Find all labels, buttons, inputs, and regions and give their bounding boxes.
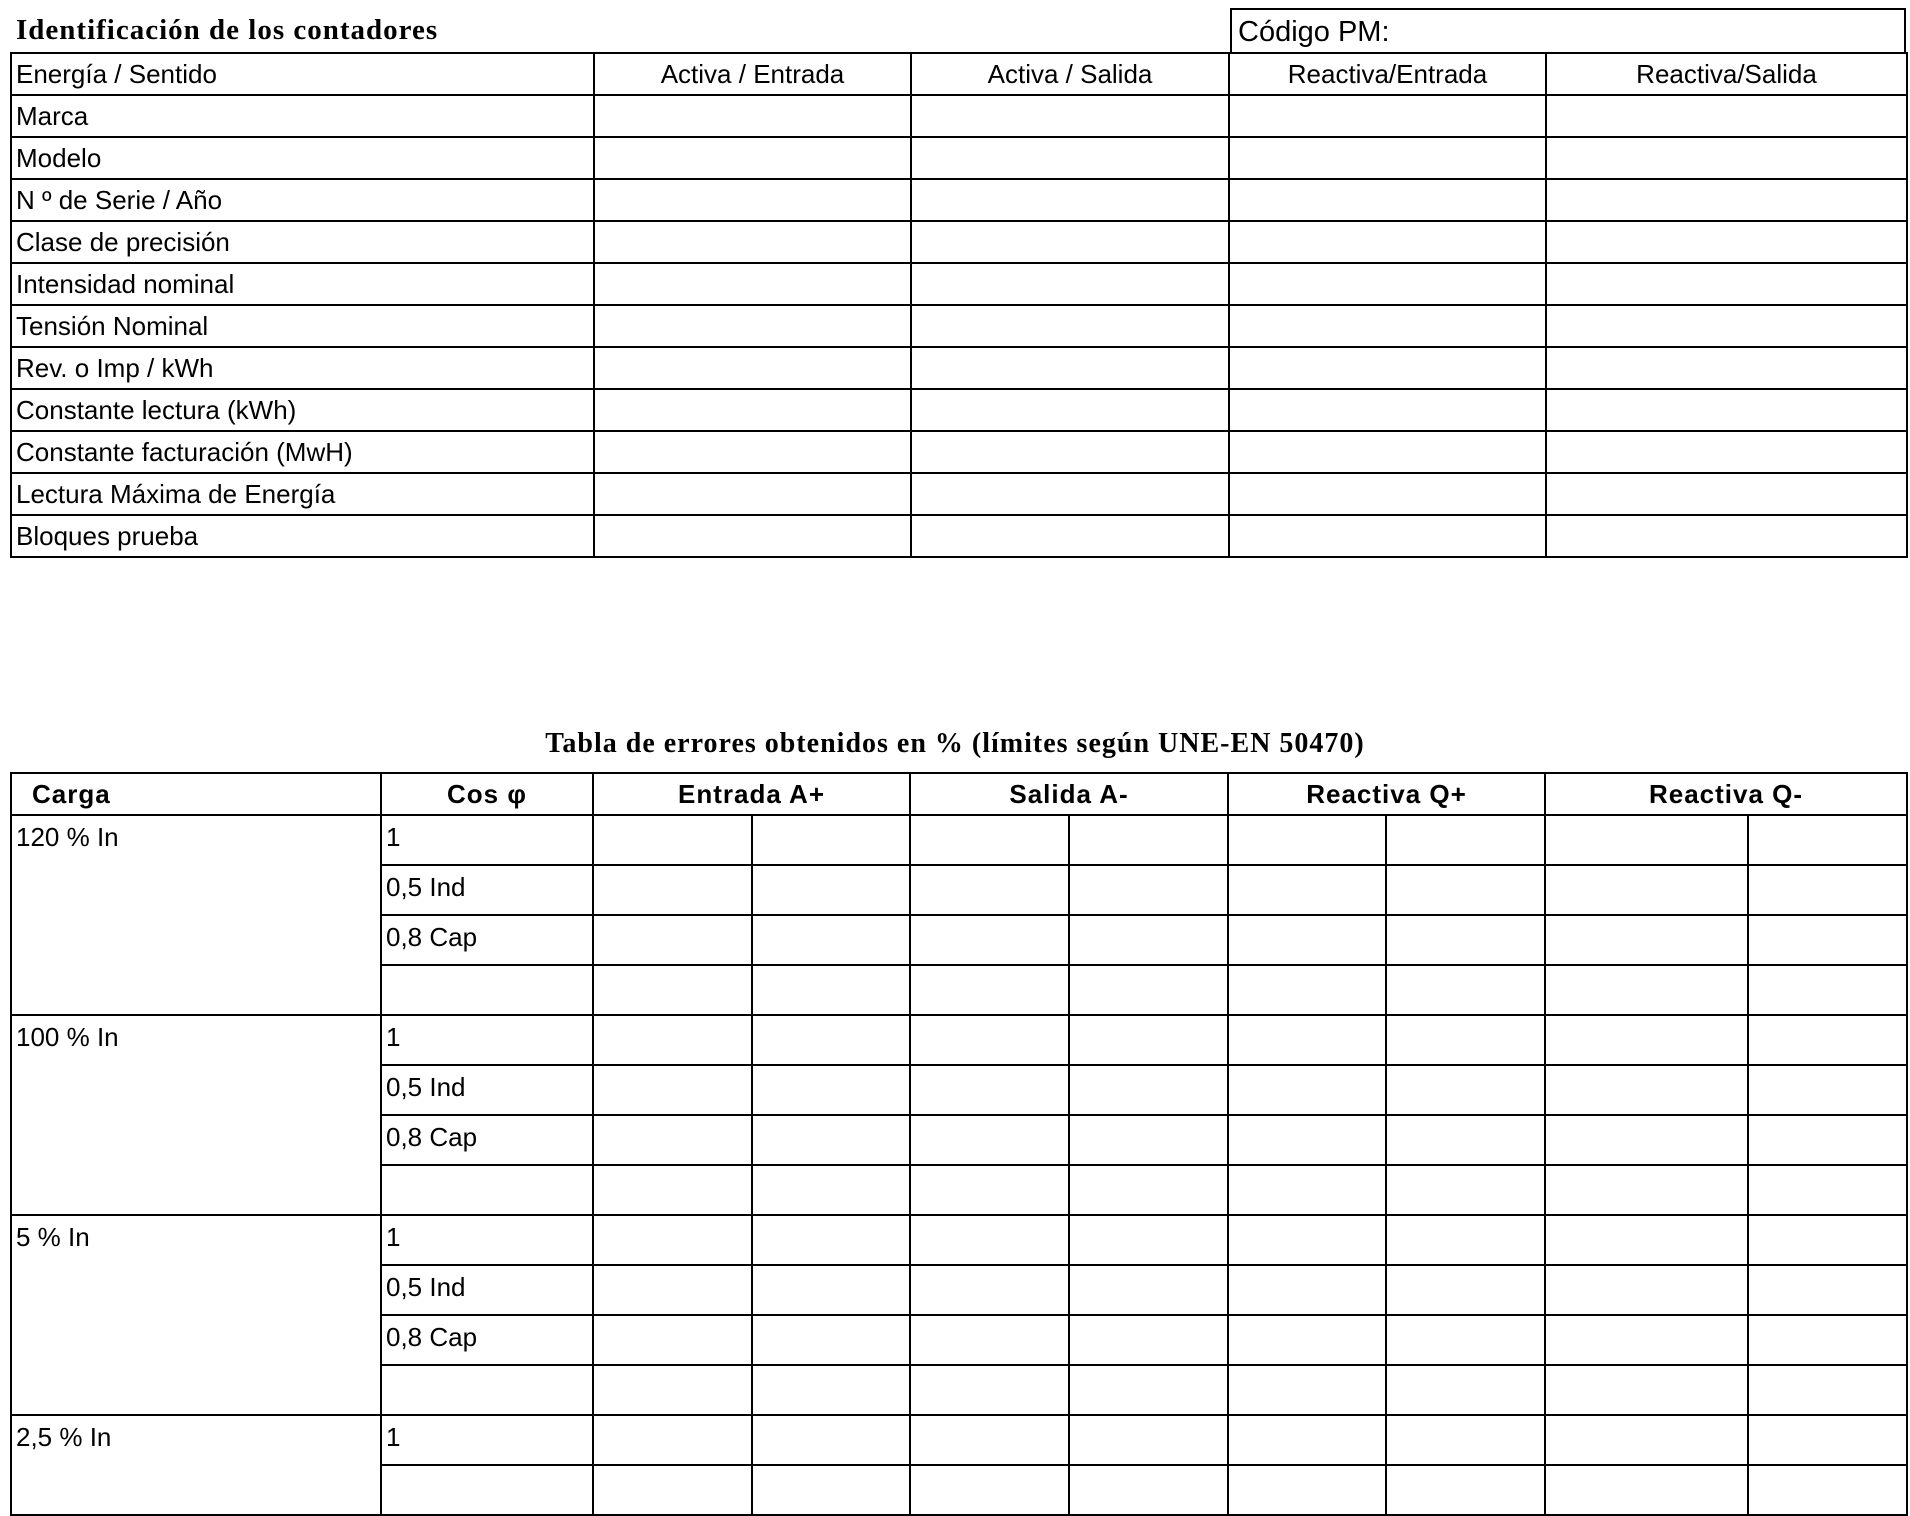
identification-value-cell[interactable] [1229,473,1546,515]
identification-value-cell[interactable] [594,305,911,347]
identification-value-cell[interactable] [1546,137,1907,179]
error-value-cell[interactable] [1386,865,1545,915]
error-value-cell[interactable] [910,1315,1069,1365]
identification-row [11,347,1907,389]
pm-code-label: Código PM: [1238,16,1390,48]
error-value-cell[interactable] [1069,1315,1228,1365]
identification-header-row [11,53,1907,95]
error-value-cell[interactable] [910,1415,1069,1465]
error-value-cell[interactable] [1386,965,1545,1015]
error-value-cell[interactable] [1545,1415,1748,1465]
error-value-cell[interactable] [1545,815,1748,865]
cos-phi-value: 1 [381,815,593,865]
error-value-cell[interactable] [1748,1365,1907,1415]
error-value-cell[interactable] [1748,1215,1907,1265]
error-column-header: Reactiva Q+ [1228,773,1545,815]
identification-row-label: N º de Serie / Año [11,179,594,221]
identification-value-cell[interactable] [911,515,1229,557]
error-value-cell[interactable] [1386,1015,1545,1065]
identification-value-cell[interactable] [594,263,911,305]
error-value-cell[interactable] [1748,1465,1907,1515]
error-value-cell[interactable] [1228,1215,1386,1265]
error-value-cell[interactable] [593,815,752,865]
errors-row [11,1415,1907,1465]
error-value-cell[interactable] [752,965,910,1015]
identification-value-cell[interactable] [1546,347,1907,389]
error-value-cell[interactable] [593,1415,752,1465]
identification-value-cell[interactable] [1229,263,1546,305]
meter-column-header: Reactiva/Salida [1546,53,1907,95]
error-column-header: Reactiva Q- [1545,773,1907,815]
cos-phi-header: Cos φ [381,773,593,815]
error-value-cell[interactable] [1228,1315,1386,1365]
error-value-cell[interactable] [1545,1165,1748,1215]
error-value-cell[interactable] [1545,1065,1748,1115]
cos-phi-value [381,1465,593,1515]
identification-row [11,137,1907,179]
identification-row-label: Clase de precisión [11,221,594,263]
error-value-cell[interactable] [910,1215,1069,1265]
error-value-cell[interactable] [910,1365,1069,1415]
identification-value-cell[interactable] [1229,515,1546,557]
error-value-cell[interactable] [593,1065,752,1115]
error-column-header: Salida A- [910,773,1228,815]
error-value-cell[interactable] [1545,965,1748,1015]
errors-row [11,1015,1907,1065]
error-value-cell[interactable] [1228,965,1386,1015]
error-value-cell[interactable] [1748,1015,1907,1065]
identification-row-label: Constante lectura (kWh) [11,389,594,431]
error-value-cell[interactable] [593,1115,752,1165]
error-value-cell[interactable] [752,1465,910,1515]
error-value-cell[interactable] [1069,1015,1228,1065]
error-value-cell[interactable] [1748,915,1907,965]
error-value-cell[interactable] [1069,915,1228,965]
error-value-cell[interactable] [1386,915,1545,965]
identification-value-cell[interactable] [1546,263,1907,305]
error-value-cell[interactable] [1228,1465,1386,1515]
pm-code-field[interactable] [1230,8,1906,54]
error-value-cell[interactable] [1748,1065,1907,1115]
error-value-cell[interactable] [752,815,910,865]
identification-value-cell[interactable] [911,389,1229,431]
identification-value-cell[interactable] [594,95,911,137]
identification-row-label: Marca [11,95,594,137]
identification-value-cell[interactable] [1546,179,1907,221]
identification-row-label: Bloques prueba [11,515,594,557]
identification-value-cell[interactable] [594,515,911,557]
error-value-cell[interactable] [752,1015,910,1065]
error-value-cell[interactable] [1748,965,1907,1015]
errors-row [11,1215,1907,1265]
error-value-cell[interactable] [1386,1265,1545,1315]
error-value-cell[interactable] [752,1365,910,1415]
error-value-cell[interactable] [1228,1415,1386,1465]
load-label: 120 % In [11,815,381,1015]
error-value-cell[interactable] [1069,1415,1228,1465]
cos-phi-value: 0,8 Cap [381,1115,593,1165]
energy-direction-header: Energía / Sentido [11,53,594,95]
errors-header-row [11,773,1907,815]
error-value-cell[interactable] [1748,1265,1907,1315]
error-value-cell[interactable] [1386,815,1545,865]
meter-column-header: Reactiva/Entrada [1229,53,1546,95]
error-value-cell[interactable] [1228,915,1386,965]
error-value-cell[interactable] [1386,1115,1545,1165]
errors-table [10,772,1908,1516]
error-value-cell[interactable] [593,915,752,965]
error-value-cell[interactable] [910,1465,1069,1515]
error-value-cell[interactable] [910,1165,1069,1215]
identification-value-cell[interactable] [911,137,1229,179]
error-value-cell[interactable] [1228,1265,1386,1315]
error-value-cell[interactable] [1228,1115,1386,1165]
identification-value-cell[interactable] [1229,305,1546,347]
error-value-cell[interactable] [1228,1165,1386,1215]
identification-title: Identificación de los contadores [16,14,439,46]
error-value-cell[interactable] [593,1315,752,1365]
identification-row-label: Tensión Nominal [11,305,594,347]
cos-phi-value: 0,8 Cap [381,915,593,965]
error-value-cell[interactable] [1069,1465,1228,1515]
identification-row-label: Intensidad nominal [11,263,594,305]
error-value-cell[interactable] [1228,865,1386,915]
error-value-cell[interactable] [593,1015,752,1065]
identification-value-cell[interactable] [911,347,1229,389]
error-value-cell[interactable] [910,1065,1069,1115]
error-value-cell[interactable] [1069,1165,1228,1215]
error-value-cell[interactable] [1386,1215,1545,1265]
load-label: 5 % In [11,1215,381,1415]
identification-value-cell[interactable] [911,179,1229,221]
identification-row-label: Lectura Máxima de Energía [11,473,594,515]
identification-value-cell[interactable] [1546,515,1907,557]
error-value-cell[interactable] [752,1315,910,1365]
error-value-cell[interactable] [593,1215,752,1265]
cos-phi-value [381,1165,593,1215]
identification-value-cell[interactable] [1229,179,1546,221]
error-value-cell[interactable] [1228,815,1386,865]
error-value-cell[interactable] [910,815,1069,865]
errors-title: Tabla de errores obtenidos en % (límites según UNE-EN 50470) [545,728,1365,759]
error-value-cell[interactable] [1545,1215,1748,1265]
error-value-cell[interactable] [1748,1165,1907,1215]
error-value-cell[interactable] [1545,1265,1748,1315]
error-value-cell[interactable] [752,1165,910,1215]
error-value-cell[interactable] [1386,1315,1545,1365]
identification-row [11,431,1907,473]
error-value-cell[interactable] [1545,1365,1748,1415]
error-value-cell[interactable] [752,865,910,915]
error-column-header: Entrada A+ [593,773,910,815]
identification-value-cell[interactable] [1229,347,1546,389]
identification-value-cell[interactable] [1546,431,1907,473]
identification-value-cell[interactable] [594,347,911,389]
cos-phi-value: 0,5 Ind [381,1065,593,1115]
error-value-cell[interactable] [593,965,752,1015]
error-value-cell[interactable] [910,965,1069,1015]
error-value-cell[interactable] [1228,1065,1386,1115]
identification-row-label: Rev. o Imp / kWh [11,347,594,389]
error-value-cell[interactable] [1748,1315,1907,1365]
error-value-cell[interactable] [1069,1265,1228,1315]
identification-value-cell[interactable] [1229,431,1546,473]
error-value-cell[interactable] [593,1265,752,1315]
error-value-cell[interactable] [1748,815,1907,865]
identification-value-cell[interactable] [1229,389,1546,431]
error-value-cell[interactable] [1386,1415,1545,1465]
identification-row [11,179,1907,221]
meter-column-header: Activa / Entrada [594,53,911,95]
identification-value-cell[interactable] [1229,137,1546,179]
error-value-cell[interactable] [593,1365,752,1415]
error-value-cell[interactable] [1069,815,1228,865]
error-value-cell[interactable] [1545,1115,1748,1165]
error-value-cell[interactable] [910,1015,1069,1065]
identification-value-cell[interactable] [1546,305,1907,347]
load-label: 2,5 % In [11,1415,381,1515]
error-value-cell[interactable] [752,1265,910,1315]
error-value-cell[interactable] [593,1165,752,1215]
error-value-cell[interactable] [910,865,1069,915]
identification-row [11,95,1907,137]
identification-value-cell[interactable] [911,263,1229,305]
error-value-cell[interactable] [1228,1365,1386,1415]
error-value-cell[interactable] [1069,965,1228,1015]
identification-row [11,515,1907,557]
identification-row [11,473,1907,515]
error-value-cell[interactable] [910,915,1069,965]
error-value-cell[interactable] [1545,1315,1748,1365]
cos-phi-value [381,1365,593,1415]
identification-value-cell[interactable] [594,473,911,515]
load-label: 100 % In [11,1015,381,1215]
cos-phi-value: 0,8 Cap [381,1315,593,1365]
cos-phi-value: 0,5 Ind [381,1265,593,1315]
identification-value-cell[interactable] [911,95,1229,137]
error-value-cell[interactable] [1069,865,1228,915]
error-value-cell[interactable] [1386,1365,1545,1415]
identification-value-cell[interactable] [594,389,911,431]
identification-value-cell[interactable] [594,431,911,473]
cos-phi-value: 1 [381,1415,593,1465]
error-value-cell[interactable] [1069,1215,1228,1265]
identification-row [11,263,1907,305]
identification-value-cell[interactable] [594,137,911,179]
error-value-cell[interactable] [593,1465,752,1515]
cos-phi-value: 0,5 Ind [381,865,593,915]
identification-value-cell[interactable] [1229,221,1546,263]
identification-row [11,305,1907,347]
error-value-cell[interactable] [1069,1115,1228,1165]
identification-value-cell[interactable] [594,179,911,221]
error-value-cell[interactable] [1545,1465,1748,1515]
load-header: Carga [11,773,381,815]
error-value-cell[interactable] [752,915,910,965]
error-value-cell[interactable] [1545,1015,1748,1065]
error-value-cell[interactable] [910,1115,1069,1165]
error-value-cell[interactable] [1069,1365,1228,1415]
error-value-cell[interactable] [1545,865,1748,915]
identification-row-label: Constante facturación (MwH) [11,431,594,473]
error-value-cell[interactable] [1069,1065,1228,1115]
identification-value-cell[interactable] [1546,95,1907,137]
meter-column-header: Activa / Salida [911,53,1229,95]
identification-value-cell[interactable] [911,221,1229,263]
error-value-cell[interactable] [752,1115,910,1165]
identification-value-cell[interactable] [911,473,1229,515]
identification-value-cell[interactable] [911,305,1229,347]
cos-phi-value: 1 [381,1215,593,1265]
error-value-cell[interactable] [1386,1165,1545,1215]
error-value-cell[interactable] [910,1265,1069,1315]
error-value-cell[interactable] [1748,1115,1907,1165]
identification-value-cell[interactable] [594,221,911,263]
error-value-cell[interactable] [752,1215,910,1265]
identification-value-cell[interactable] [1546,221,1907,263]
error-value-cell[interactable] [1228,1015,1386,1065]
error-value-cell[interactable] [1386,1465,1545,1515]
cos-phi-value [381,965,593,1015]
error-value-cell[interactable] [593,865,752,915]
identification-value-cell[interactable] [1229,95,1546,137]
identification-table [10,52,1908,558]
error-value-cell[interactable] [1748,1415,1907,1465]
identification-row-label: Modelo [11,137,594,179]
identification-value-cell[interactable] [1546,389,1907,431]
error-value-cell[interactable] [1748,865,1907,915]
identification-value-cell[interactable] [1546,473,1907,515]
identification-value-cell[interactable] [911,431,1229,473]
errors-row [11,815,1907,865]
cos-phi-value: 1 [381,1015,593,1065]
error-value-cell[interactable] [1386,1065,1545,1115]
identification-row [11,389,1907,431]
identification-row [11,221,1907,263]
error-value-cell[interactable] [752,1065,910,1115]
error-value-cell[interactable] [1545,915,1748,965]
error-value-cell[interactable] [752,1415,910,1465]
